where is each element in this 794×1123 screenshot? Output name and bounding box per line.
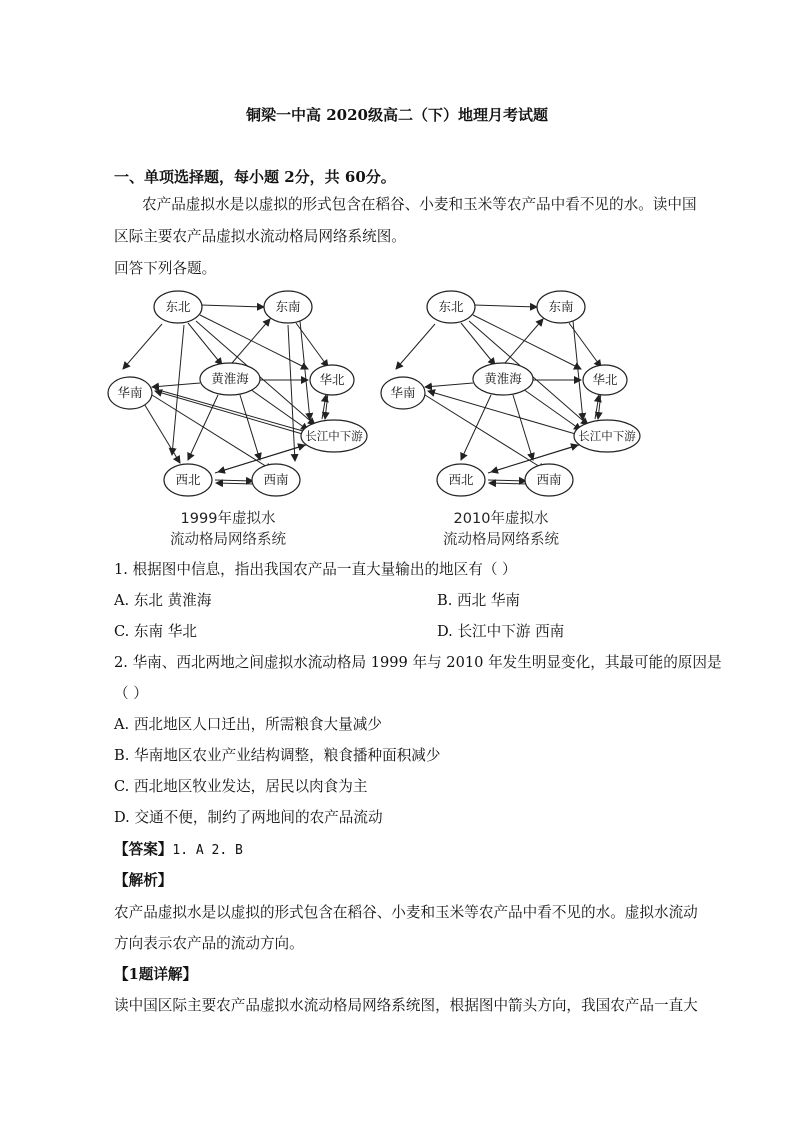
node-huanghuaihai: 黄淮海 <box>211 371 249 386</box>
network-diagram-1999 <box>100 285 370 550</box>
node-huabei: 华北 <box>592 372 618 387</box>
node-xibei: 西北 <box>175 472 201 487</box>
network-diagram-2010 <box>373 285 643 550</box>
page-title: 铜梁一中高 2020级高二（下）地理月考试题 <box>246 106 548 124</box>
intro-line-3: 回答下列各题。 <box>114 260 217 277</box>
figure-caption-line-2: 流动格局网络系统 <box>443 532 559 548</box>
question-1-stem: 1. 根据图中信息，指出我国农产品一直大量输出的地区有（ ） <box>114 561 517 578</box>
question-1-option-a: A. 东北 黄淮海 <box>114 592 212 609</box>
figure-caption-line-1: 1999年虚拟水 <box>180 511 276 527</box>
node-dongnan: 东南 <box>275 299 301 314</box>
node-changjiang: 长江中下游 <box>578 429 636 443</box>
node-huabei: 华北 <box>319 372 345 387</box>
node-xinan: 西南 <box>536 472 562 487</box>
node-changjiang: 长江中下游 <box>305 429 363 443</box>
question-2-option-a: A. 西北地区人口迁出，所需粮食大量减少 <box>114 716 382 733</box>
node-dongnan: 东南 <box>548 299 574 314</box>
question-2-stem-cont: （ ） <box>114 685 148 702</box>
node-huanan: 华南 <box>390 385 416 400</box>
question-2-option-b: B. 华南地区农业产业结构调整，粮食播种面积减少 <box>114 747 441 764</box>
answer-label: 【答案】 <box>114 841 173 858</box>
question-2-option-c: C. 西北地区牧业发达，居民以肉食为主 <box>114 778 368 795</box>
analysis-label: 【解析】 <box>114 872 173 889</box>
detail-1-line-1: 读中国区际主要农产品虚拟水流动格局网络系统图，根据图中箭头方向，我国农产品一直大 <box>114 997 698 1014</box>
question-2-option-d: D. 交通不便，制约了两地间的农产品流动 <box>114 809 383 826</box>
node-huanghuaihai: 黄淮海 <box>484 371 522 386</box>
node-xinan: 西南 <box>263 472 289 487</box>
detail-1-label: 【1题详解】 <box>114 966 198 983</box>
figure-caption-line-1: 2010年虚拟水 <box>453 511 549 527</box>
node-huanan: 华南 <box>117 385 143 400</box>
question-1-option-d: D. 长江中下游 西南 <box>437 623 565 640</box>
question-1-option-c: C. 东南 华北 <box>114 623 197 640</box>
figure-caption-line-2: 流动格局网络系统 <box>170 532 286 548</box>
section-heading: 一、单项选择题，每小题 2分，共 60分。 <box>114 168 396 186</box>
question-1-option-b: B. 西北 华南 <box>437 592 521 609</box>
answer-block <box>114 843 243 858</box>
answer-text: 1. A 2. B <box>172 843 243 858</box>
node-xibei: 西北 <box>448 472 474 487</box>
node-dongbei: 东北 <box>438 299 464 314</box>
question-2-stem: 2. 华南、西北两地之间虚拟水流动格局 1999 年与 2010 年发生明显变化，其最可能的原因是 <box>114 654 722 671</box>
analysis-line-2: 方向表示农产品的流动方向。 <box>114 935 304 952</box>
intro-line-1: 农产品虚拟水是以虚拟的形式包含在稻谷、小麦和玉米等农产品中看不见的水。读中国 <box>142 196 697 213</box>
intro-line-2: 区际主要农产品虚拟水流动格局网络系统图。 <box>114 228 406 245</box>
node-dongbei: 东北 <box>165 299 191 314</box>
analysis-line-1: 农产品虚拟水是以虚拟的形式包含在稻谷、小麦和玉米等农产品中看不见的水。虚拟水流动 <box>114 904 698 921</box>
